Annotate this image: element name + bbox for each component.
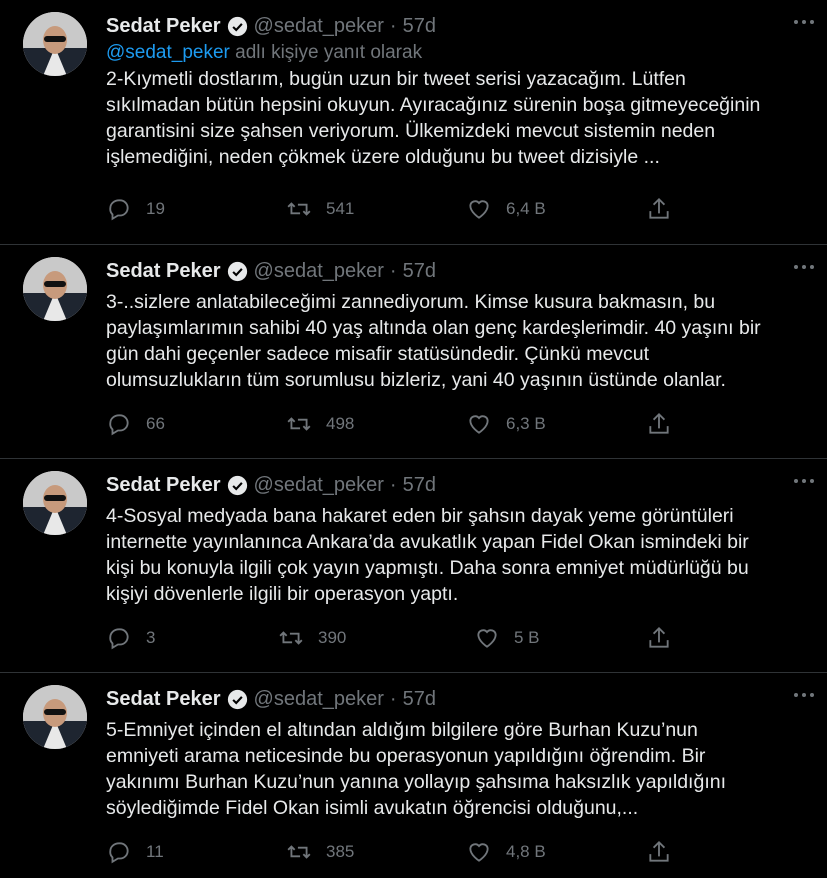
author-name[interactable]: Sedat Peker: [106, 473, 221, 496]
separator-dot: ·: [389, 14, 397, 37]
share-icon: [646, 839, 672, 865]
retweet-count: 385: [326, 842, 355, 861]
retweet-icon: [286, 196, 312, 222]
share-button[interactable]: [646, 196, 826, 222]
verified-badge-icon: [227, 475, 248, 496]
tweet-time[interactable]: 57d: [402, 259, 436, 282]
author-name[interactable]: Sedat Peker: [106, 259, 221, 282]
author-handle[interactable]: @sedat_peker: [253, 14, 384, 37]
tweet-body: [106, 253, 796, 393]
share-button[interactable]: [646, 839, 826, 865]
more-options-icon[interactable]: [786, 255, 822, 279]
like-count: 6,3 B: [506, 414, 546, 433]
tweet-text: 3-..sizlere anlatabileceğimi zannediyorum. Kimse kusura bakmasın, bu paylaşımlarımın sahibi 40 yaş altında olan genç kardeşlerimdir. 40 yaşını bir gün dahi geçenler sadece misafir statüsündedir. Çünkü mevcut olumsuzlukların tüm sorumlusu bizleriz, yani 40 yaşının üstünde olanlar.: [106, 291, 761, 391]
like-count: 5 B: [514, 628, 540, 647]
separator-dot: ·: [389, 687, 397, 710]
heart-icon: [474, 625, 500, 651]
author-handle[interactable]: @sedat_peker: [253, 687, 384, 710]
tweet-text: 2-Kıymetli dostlarım, bugün uzun bir tweet serisi yazacağım. Lütfen sıkılmadan bütün hepsini okuyun. Ayıracağınız sürenin boşa gitmeyeceğinin garantisini size şahsen veriyorum. Ülkemizdeki mevcut sistemin neden işlemediğini, neden çökmek üzere olduğunu bu tweet dizisiyle ...: [106, 68, 761, 168]
more-options-icon[interactable]: [786, 469, 822, 493]
share-button[interactable]: [646, 411, 826, 437]
retweet-count: 390: [318, 628, 347, 647]
share-icon: [646, 625, 672, 651]
retweet-count: 541: [326, 199, 355, 218]
like-button[interactable]: [474, 625, 646, 651]
tweet-text: 4-Sosyal medyada bana hakaret eden bir şahsın dayak yeme görüntüleri internette yayınlanınca Ankara’da avukatlık yapan Fidel Okan ismindeki bir kişi bu konuyla ilgili çok yayın yapmıştı. Daha sonra emniyet müdürlüğü bu kişiyi dövenlerle ilgili bir operasyon yaptı.: [106, 505, 749, 605]
tweet-body: [106, 467, 796, 607]
reply-count: 3: [146, 628, 156, 647]
tweet-time[interactable]: 57d: [402, 14, 436, 37]
retweet-button[interactable]: [278, 625, 474, 651]
like-button[interactable]: [466, 196, 646, 222]
share-icon: [646, 196, 672, 222]
verified-badge-icon: [227, 16, 248, 37]
tweet[interactable]: [0, 245, 827, 459]
reply-icon: [106, 625, 132, 651]
author-handle[interactable]: @sedat_peker: [253, 259, 384, 282]
like-button[interactable]: [466, 411, 646, 437]
heart-icon: [466, 839, 492, 865]
reply-icon: [106, 839, 132, 865]
reply-button[interactable]: [106, 625, 278, 651]
author-handle[interactable]: @sedat_peker: [253, 473, 384, 496]
retweet-icon: [278, 625, 304, 651]
reply-button[interactable]: [106, 411, 286, 437]
tweet-time[interactable]: 57d: [402, 687, 436, 710]
reply-icon: [106, 411, 132, 437]
tweet-body: [106, 8, 796, 170]
verified-badge-icon: [227, 261, 248, 282]
avatar[interactable]: [23, 257, 87, 321]
tweet-text: 5-Emniyet içinden el altından aldığım bilgilere göre Burhan Kuzu’nun emniyeti arama neticesinde bu operasyonun yapıldığını öğrendim. Bir yakınımı Burhan Kuzu’nun yanına yollayıp şahsıma haksızlık yapıldığını söylediğimde Fidel Okan isimli avukatın öğrencisi olduğunu,...: [106, 719, 727, 819]
retweet-count: 498: [326, 414, 355, 433]
separator-dot: ·: [389, 473, 397, 496]
retweet-icon: [286, 411, 312, 437]
share-icon: [646, 411, 672, 437]
share-button[interactable]: [646, 625, 826, 651]
like-button[interactable]: [466, 839, 646, 865]
more-options-icon[interactable]: [786, 683, 822, 707]
reply-context: [106, 42, 796, 64]
separator-dot: ·: [389, 259, 397, 282]
avatar[interactable]: [23, 12, 87, 76]
heart-icon: [466, 196, 492, 222]
tweet-actions: [106, 411, 826, 437]
tweet-time[interactable]: 57d: [402, 473, 436, 496]
author-name[interactable]: Sedat Peker: [106, 687, 221, 710]
tweet-header: [106, 253, 796, 289]
verified-badge-icon: [227, 689, 248, 710]
reply-mention-link[interactable]: @sedat_peker: [106, 42, 230, 63]
retweet-button[interactable]: [286, 411, 466, 437]
retweet-button[interactable]: [286, 196, 466, 222]
reply-button[interactable]: [106, 839, 286, 865]
reply-context-text: adlı kişiye yanıt olarak: [229, 42, 423, 63]
like-count: 4,8 B: [506, 842, 546, 861]
retweet-icon: [286, 839, 312, 865]
avatar[interactable]: [23, 685, 87, 749]
tweet-header: [106, 8, 796, 44]
retweet-button[interactable]: [286, 839, 466, 865]
tweet-actions: [106, 625, 826, 651]
heart-icon: [466, 411, 492, 437]
like-count: 6,4 B: [506, 199, 546, 218]
tweet-header: [106, 681, 796, 717]
avatar[interactable]: [23, 471, 87, 535]
tweet[interactable]: [0, 0, 827, 245]
reply-count: 19: [146, 199, 165, 218]
tweet[interactable]: [0, 673, 827, 878]
more-options-icon[interactable]: [786, 10, 822, 34]
tweet-body: [106, 681, 796, 821]
reply-count: 11: [146, 842, 164, 861]
tweet-header: [106, 467, 796, 503]
reply-button[interactable]: [106, 196, 286, 222]
reply-count: 66: [146, 414, 165, 433]
author-name[interactable]: Sedat Peker: [106, 14, 221, 37]
tweet-actions: [106, 196, 826, 222]
reply-icon: [106, 196, 132, 222]
tweet-actions: [106, 839, 826, 865]
tweet[interactable]: [0, 459, 827, 673]
